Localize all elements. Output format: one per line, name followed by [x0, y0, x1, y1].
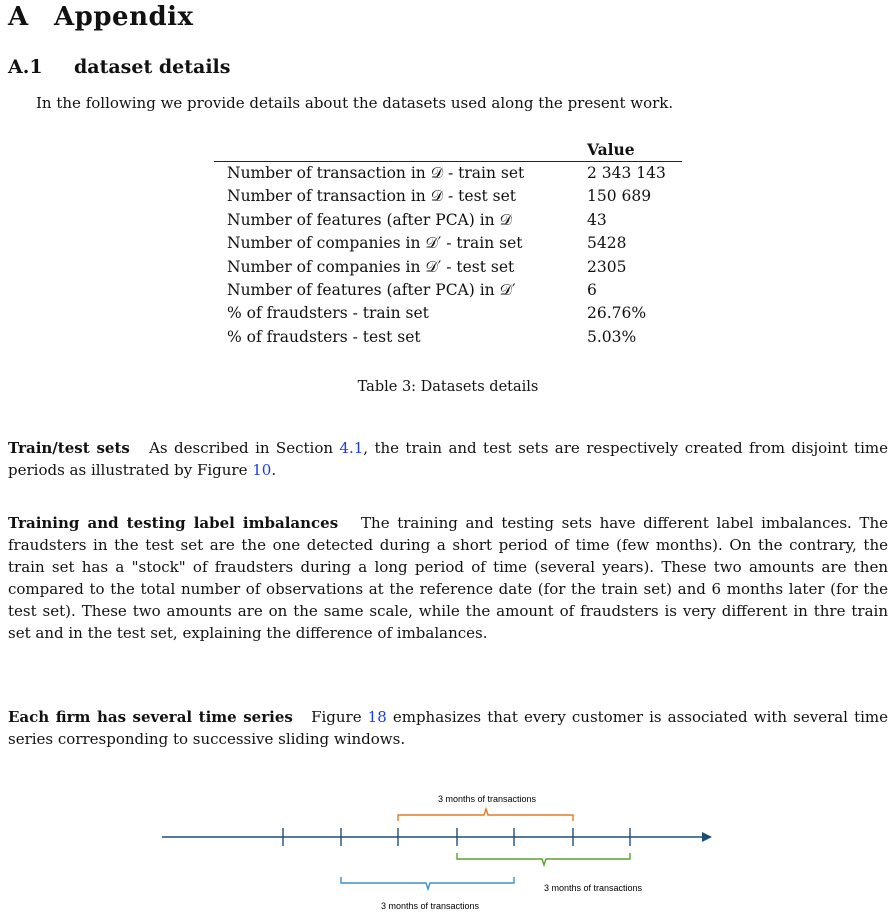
table-caption: Table 3: Datasets details: [357, 379, 539, 395]
row-label: % of fraudsters - train set: [227, 304, 429, 323]
sliding-window-figure: [0, 780, 896, 918]
row-value: 5428: [587, 234, 627, 253]
green-window-bracket: [457, 853, 630, 865]
paragraph-title: Train/test sets: [8, 439, 130, 457]
table-row: [214, 209, 682, 232]
intro-text: In the following we provide details about the datasets used along the present work.: [36, 94, 674, 112]
row-value: 26.76%: [587, 304, 647, 323]
orange-window-bracket: [398, 809, 573, 821]
paragraph-text: , the train and test sets are respectively created from disjoint time periods as illustrated by Figure: [8, 439, 888, 479]
row-label: Number of features (after PCA) in 𝒟′: [227, 280, 516, 299]
row-value: 43: [587, 210, 607, 229]
section-heading: [8, 2, 194, 32]
paragraph-text: The training and testing sets have different label imbalances. The fraudsters in the test set are the one detected during a short period of time (few months). On the contrary, the train set has a "stock" of fraudsters during a long period of time (several years). These two amounts are then compared to the total number of observations at the reference date (for the train set) and 6 months later (for the test set). These two amounts are on the same scale, while the amount of fraudsters is very different in thre train set and in the test set, explaining the difference of imbalances.: [8, 514, 888, 642]
paragraph-text: As described in Section: [149, 439, 340, 457]
paragraph-train-test: [8, 437, 888, 481]
paragraph-text: emphasizes that every customer is associated with several time series corresponding to successive sliding windows.: [8, 708, 888, 748]
orange-window-label: 3 months of transactions: [437, 794, 537, 804]
paragraph-firm: [8, 706, 888, 750]
subsection-number: A.1: [8, 56, 43, 78]
figure-ref-link[interactable]: 18: [367, 708, 387, 726]
table-row: [214, 279, 682, 302]
section-title: Appendix: [54, 2, 194, 32]
row-value: 150 689: [587, 187, 652, 206]
row-value: 6: [587, 280, 597, 299]
figure-ref-link[interactable]: 10: [252, 461, 272, 479]
paragraph-text: .: [271, 461, 277, 479]
timeline-arrow-icon: [702, 832, 712, 842]
paragraph-title: Training and testing label imbalances: [8, 514, 339, 532]
row-value: 5.03%: [587, 327, 637, 346]
paragraph-imbalance: [8, 512, 888, 644]
paragraph-title: Each firm has several time series: [8, 708, 293, 726]
table-row: [214, 232, 682, 255]
section-number: A: [8, 2, 29, 32]
dataset-table: [214, 138, 682, 349]
row-label: Number of features (after PCA) in 𝒟: [227, 210, 512, 229]
row-label: Number of companies in 𝒟′ - test set: [227, 257, 515, 276]
row-label: Number of transaction in 𝒟 - train set: [227, 164, 525, 182]
value-column-header: Value: [587, 140, 635, 159]
row-label: % of fraudsters - test set: [227, 327, 421, 346]
table-row: [214, 256, 682, 279]
green-window-label: 3 months of transactions: [543, 883, 643, 893]
row-value: 2 343 143: [587, 164, 666, 182]
paragraph-text: Figure: [311, 708, 368, 726]
table-body: [214, 162, 682, 349]
row-label: Number of transaction in 𝒟 - test set: [227, 187, 517, 206]
table-header: [214, 138, 682, 162]
subsection-heading: [8, 56, 230, 78]
table-row: [214, 302, 682, 325]
section-ref-link[interactable]: 4.1: [339, 439, 364, 457]
subsection-title: dataset details: [74, 56, 231, 78]
blue-window-bracket: [341, 877, 514, 889]
table-row: [214, 326, 682, 349]
table-row: [214, 162, 682, 185]
row-value: 2305: [587, 257, 627, 276]
row-label: Number of companies in 𝒟′ - train set: [227, 234, 523, 253]
blue-window-label: 3 months of transactions: [380, 901, 480, 911]
table-row: [214, 185, 682, 208]
